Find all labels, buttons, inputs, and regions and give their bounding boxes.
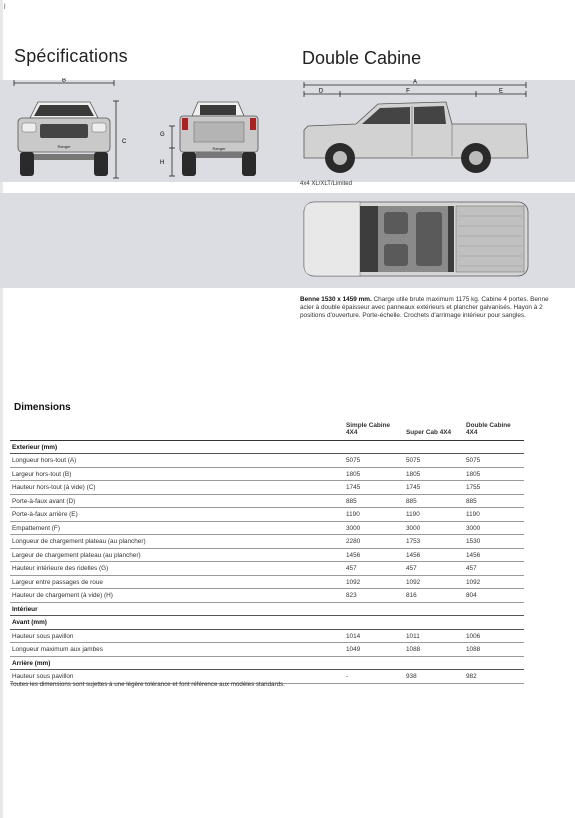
row-label: Hauteur sous pavillon xyxy=(10,629,344,643)
table-cell: 1049 xyxy=(344,643,404,657)
margin-mark: l xyxy=(4,4,6,11)
table-cell: 1805 xyxy=(404,467,464,481)
table-cell: 885 xyxy=(404,494,464,508)
dimension-label-b: B xyxy=(61,78,67,84)
column-header: Simple Cabine 4X4 xyxy=(344,422,404,440)
bed-description-lead: Benne 1530 x 1459 mm. xyxy=(300,296,372,303)
row-label: Porte-à-faux arrière (E) xyxy=(10,508,344,522)
table-cell: 457 xyxy=(404,562,464,576)
table-cell: 1745 xyxy=(404,481,464,495)
table-row xyxy=(10,575,524,589)
table-cell: 1456 xyxy=(404,548,464,562)
table-cell: 1745 xyxy=(344,481,404,495)
figure-caption: 4x4 XL/XLT/Limited xyxy=(300,181,352,187)
table-row xyxy=(10,562,524,576)
dimension-label-g: G xyxy=(160,132,165,138)
table-cell: 1088 xyxy=(404,643,464,657)
row-label: Largeur hors-tout (B) xyxy=(10,467,344,481)
table-cell: 5075 xyxy=(344,454,404,468)
truck-front-view xyxy=(8,78,132,182)
truck-side-view xyxy=(298,78,538,182)
table-cell: 457 xyxy=(464,562,524,576)
table-cell: 1092 xyxy=(464,575,524,589)
dimension-label-a: A xyxy=(412,79,418,86)
table-cell: 1456 xyxy=(464,548,524,562)
grille-badge-front: Ranger xyxy=(57,144,71,149)
dimensions-heading: Dimensions xyxy=(14,402,71,413)
dimension-label-f: F xyxy=(406,88,410,95)
dimension-label-h: H xyxy=(160,160,165,166)
table-cell: - xyxy=(344,670,404,684)
table-cell: 1092 xyxy=(404,575,464,589)
table-cell: 938 xyxy=(404,670,464,684)
table-cell: 885 xyxy=(464,494,524,508)
row-label: Largeur entre passages de roue xyxy=(10,575,344,589)
table-cell: 1530 xyxy=(464,535,524,549)
table-row xyxy=(10,548,524,562)
row-label: Longueur de chargement plateau (au plancher) xyxy=(10,535,344,549)
table-row xyxy=(10,481,524,495)
table-cell: 1805 xyxy=(344,467,404,481)
table-row xyxy=(10,521,524,535)
table-cell: 823 xyxy=(344,589,404,603)
table-row xyxy=(10,508,524,522)
grille-badge-rear: Ranger xyxy=(212,146,226,151)
table-row xyxy=(10,467,524,481)
table-cell: 1190 xyxy=(344,508,404,522)
table-cell: 5075 xyxy=(464,454,524,468)
table-cell: 1011 xyxy=(404,629,464,643)
row-label: Largeur de chargement plateau (au plancher) xyxy=(10,548,344,562)
bed-description xyxy=(300,296,550,319)
table-row xyxy=(10,589,524,603)
section-row xyxy=(10,616,524,630)
table-cell: 2280 xyxy=(344,535,404,549)
row-label: Hauteur sous pavillon xyxy=(10,670,344,684)
section-row xyxy=(10,440,524,454)
table-cell: 1006 xyxy=(464,629,524,643)
table-cell: 1755 xyxy=(464,481,524,495)
table-cell: 816 xyxy=(404,589,464,603)
table-cell: 1805 xyxy=(464,467,524,481)
page-title-double-cabine: Double Cabine xyxy=(302,48,422,68)
row-label: Hauteur de chargement (à vide) (H) xyxy=(10,589,344,603)
table-cell: 5075 xyxy=(404,454,464,468)
truck-rear-view xyxy=(158,78,268,182)
column-header: Double Cabine 4X4 xyxy=(464,422,524,440)
column-header: Super Cab 4X4 xyxy=(404,422,464,440)
dimension-label-c: C xyxy=(122,139,127,145)
section-row xyxy=(10,602,524,616)
dimensions-table-body xyxy=(10,440,524,683)
table-header-label xyxy=(10,422,344,440)
row-label: Longueur maximum aux jambes xyxy=(10,643,344,657)
row-label: Longueur hors-tout (A) xyxy=(10,454,344,468)
footnote: Toutes les dimensions sont sujettes à une légère tolérance et font référence aux modèles standards. xyxy=(10,681,285,688)
page-title-specifications: Spécifications xyxy=(14,46,128,66)
table-cell: 3000 xyxy=(464,521,524,535)
dimension-label-e: E xyxy=(498,88,504,95)
table-cell: 885 xyxy=(344,494,404,508)
section-label: Exterieur (mm) xyxy=(10,440,524,454)
truck-top-view xyxy=(298,192,534,286)
section-label: Intérieur xyxy=(10,602,524,616)
table-cell: 804 xyxy=(464,589,524,603)
table-header-row xyxy=(10,422,524,440)
dimension-label-d: D xyxy=(318,88,324,95)
row-label: Hauteur intérieure des ridelles (G) xyxy=(10,562,344,576)
table-cell: 457 xyxy=(344,562,404,576)
table-cell: 1190 xyxy=(464,508,524,522)
section-label: Arrière (mm) xyxy=(10,656,524,670)
row-label: Hauteur hors-tout (à vide) (C) xyxy=(10,481,344,495)
table-cell: 3000 xyxy=(344,521,404,535)
bed-description-text: Charge utile brute maximum 1175 kg. Cabine 4 portes. Benne acier à double épaisseur avec panneaux extérieurs et plancher galvanisés. Hayon à 2 positions d'ouverture. Porte-échelle. Crochets d'arrimage intérieur pour sangles. xyxy=(300,296,549,319)
section-label: Avant (mm) xyxy=(10,616,524,630)
table-cell: 1190 xyxy=(404,508,464,522)
table-cell: 982 xyxy=(464,670,524,684)
row-label: Empattement (F) xyxy=(10,521,344,535)
table-row xyxy=(10,643,524,657)
row-label: Porte-à-faux avant (D) xyxy=(10,494,344,508)
table-cell: 1014 xyxy=(344,629,404,643)
table-row xyxy=(10,454,524,468)
section-row xyxy=(10,656,524,670)
dimensions-table xyxy=(10,422,524,684)
table-cell: 3000 xyxy=(404,521,464,535)
table-cell: 1092 xyxy=(344,575,404,589)
table-row xyxy=(10,535,524,549)
table-row xyxy=(10,629,524,643)
table-row xyxy=(10,494,524,508)
table-cell: 1456 xyxy=(344,548,404,562)
table-cell: 1088 xyxy=(464,643,524,657)
table-cell: 1753 xyxy=(404,535,464,549)
